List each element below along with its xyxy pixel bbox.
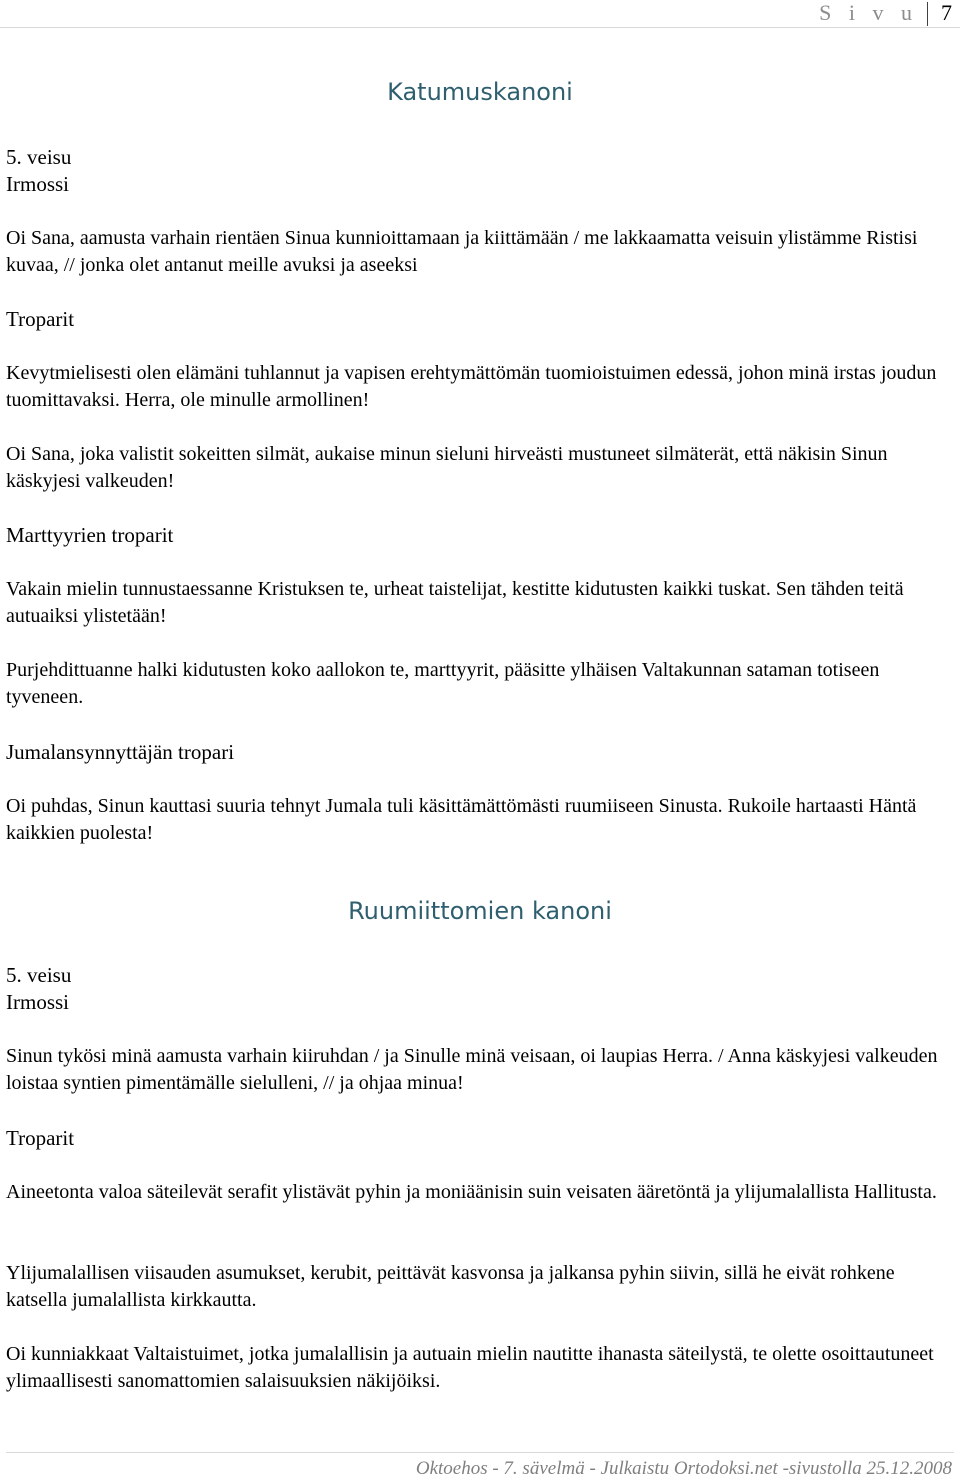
troparion-text: Kevytmielisesti olen elämäni tuhlannut ja vapisen erehtymättömän tuomioistuimen edessä, johon minä irstas joudun tuomittavaksi. Herra, ole minulle armollinen!	[6, 362, 937, 411]
page-header	[0, 0, 960, 28]
theotokion-text: Oi puhdas, Sinun kauttasi suuria tehnyt Jumala tuli käsittämättömästi ruumiiseen Sinusta. Rukoile hartaasti Häntä kaikkien puolesta!	[6, 795, 917, 844]
martyrs-troparion-text: Vakain mielin tunnustaessanne Kristuksen te, urheat taistelijat, kestitte kidutusten kaikki tuskat. Sen tähden teitä autuaiksi ylistetään!	[6, 578, 904, 627]
page-number-divider	[927, 2, 928, 26]
irmos-text: Oi Sana, aamusta varhain rientäen Sinua kunnioittamaan ja kiittämään / me lakkaamatta veisuin ylistämme Ristisi kuvaa, // jonka olet antanut meille avuksi ja aseeksi	[6, 227, 918, 276]
section-title-katumuskanoni: Katumuskanoni	[387, 78, 573, 106]
theotokion-label: Jumalansynnyttäjän tropari	[6, 740, 235, 764]
troparion-text: Aineetonta valoa säteilevät serafit ylistävät pyhin ja moniäänisin suin veisaten ääretöntä ja ylijumalallista Hallitusta.	[6, 1181, 937, 1203]
troparion-text: Oi Sana, joka valistit sokeitten silmät, aukaise minun sieluni hirveästi mustuneet silmäterät, että näkisin Sinun käskyjesi valkeuden!	[6, 443, 888, 492]
footer-divider	[6, 1452, 954, 1453]
footer-text: Oktoehos - 7. sävelmä - Julkaistu Ortodoksi.net -sivustolla 25.12.2008	[415, 1458, 952, 1479]
ode-label: 5. veisu	[6, 963, 72, 987]
troparia-label: Troparit	[6, 1126, 75, 1150]
irmos-text: Sinun tykösi minä aamusta varhain kiiruhdan / ja Sinulle minä veisaan, oi laupias Herra. / Anna käskyjesi valkeuden loistaa syntien pimentämälle sielulleni, // ja ohjaa minua!	[6, 1045, 938, 1094]
irmos-label: Irmossi	[6, 172, 69, 196]
martyrs-troparia-label: Marttyyrien troparit	[6, 523, 174, 547]
ode-label: 5. veisu	[6, 145, 72, 169]
troparion-text: Ylijumalallisen viisauden asumukset, kerubit, peittävät kasvonsa ja jalkansa pyhin siivin, sillä he eivät rohkene katsella jumalallista kirkkautta.	[6, 1262, 895, 1311]
troparia-label: Troparit	[6, 307, 75, 331]
martyrs-troparion-text: Purjehdittuanne halki kidutusten koko aallokon te, marttyyrit, pääsitte ylhäisen Valtakunnan sataman totiseen tyveneen.	[6, 659, 880, 708]
irmos-label: Irmossi	[6, 990, 69, 1014]
page-label: S i v u	[819, 0, 918, 25]
section-title-ruumiittomien-kanoni: Ruumiittomien kanoni	[348, 897, 612, 925]
page-number: 7	[941, 0, 952, 25]
troparion-text: Oi kunniakkaat Valtaistuimet, jotka jumalallisin ja autuain mielin nautitte ihanasta säteilystä, te olette osoittautuneet ylimaallisesti sanomattomien salaisuuksien näkijöiksi.	[6, 1343, 934, 1392]
